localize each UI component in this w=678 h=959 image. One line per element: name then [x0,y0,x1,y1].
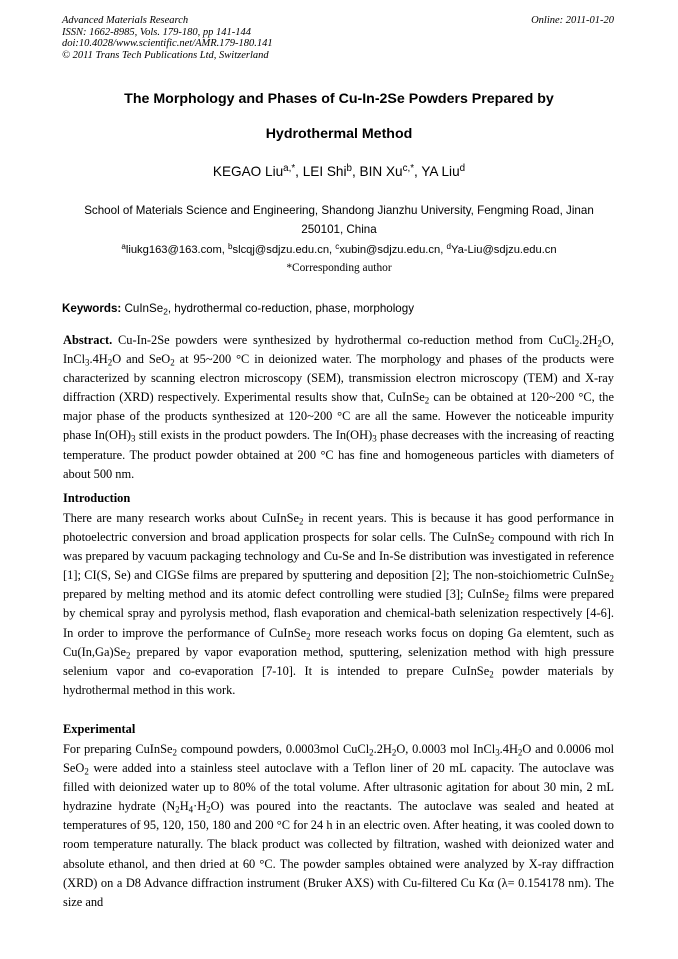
paper-title-line-1: The Morphology and Phases of Cu-In-2Se Powders Prepared by [124,91,554,107]
journal-header [62,15,273,61]
email-marker: b [228,241,233,251]
email-marker: a [121,241,126,251]
author-name: LEI Shi [302,164,347,179]
email-address[interactable]: xubin@sdjzu.edu.cn, [339,244,447,256]
online-date: Online: 2011-01-20 [531,15,614,26]
author-name: YA Liu [421,164,460,179]
keywords-label: Keywords: [62,302,122,315]
keywords: Keywords: CuInSe$_2$, hydrothermal co-reduction, phase, morphology [62,302,415,317]
journal-name: Advanced Materials Research [62,15,189,26]
experimental-body [63,740,614,912]
abstract-paragraph: Abstract. Cu-In-2Se powders were synthesized by hydrothermal co-reduction method from $CuCl_2.2H_2O$, $InCl_3.4H_2O$ and SeO$_2$ at 95~200 °C in deionized water. The morphology and phases of the products were characterized by scanning electron microscopy (SEM), transmission electron microscopy (TEM) and X-ray diffraction (XRD) respectively. Experimental results show that, CuInSe$_2$ can be obtained at 120~200 °C, the major phase of the products synthesized at 120~200 °C are all the same. However the noticeable impurity phase $In(OH)_3$ still exists in the product powders. The $In(OH)_3$ phase decreases with the increasing of reacting temperature. The product powder obtained at 200 °C has fine and homogeneous particles with diameters of about 500 nm. [63,333,615,481]
author-list [62,164,616,179]
affiliation: School of Materials Science and Engineering, Shandong Jianzhu University, Fengming Road, Jinan 250101, China [84,204,594,236]
abstract-label: Abstract. [63,333,113,347]
issn-line: ISSN: 1662-8985, Vols. 179-180, pp 141-144 [62,26,251,38]
introduction-paragraph: There are many research works about CuInSe$_2$ in recent years. This is because it has good performance in photoelectric conversion and broad application prospects for solar cells. The CuInSe$_2$ compound with rich In was prepared by vacuum packaging technology and Cu-Se and In-Se distribution was investigated in reference [1]; CI(S, Se) and CIGSe films are prepared by sputtering and deposition [2]; The non-stoichiometric CuInSe$_2$ prepared by melting method and its atomic defect controlling were studied [3]; CuInSe$_2$ films were prepared by chemical spray and pyrolysis method, flash evaporation and chemical-bath selenization respectively [4-6]. In order to improve the performance of CuInSe$_2$ more reseach works focus on doping Ga elemtent, such as $Cu(In,Ga)Se_2$ prepared by vapor evaporation method, sputtering, selenization method with high pressure selenium vapor and co-evaporation [7-10]. It is intended to prepare CuInSe$_2$ powder materials by hydrothermal method in this work. [63,511,614,697]
email-address[interactable]: Ya-Liu@sdjzu.edu.cn [450,244,557,256]
author-affil-marker: b [346,163,352,175]
corresponding-author-note: *Corresponding author [286,262,392,274]
doi-line[interactable]: doi:10.4028/www.scientific.net/AMR.179-180.141 [62,38,273,49]
author-affil-marker: a,* [283,163,296,175]
paper-title-line-2: Hydrothermal Method [265,126,413,142]
email-marker: d [446,241,451,251]
email-list [62,241,616,256]
email-address[interactable]: slcqj@sdjzu.edu.cn, [232,244,336,256]
author-name: KEGAO Liu [212,164,284,179]
copyright-line: © 2011 Trans Tech Publications Ltd, Switzerland [62,49,269,61]
author-separator: , [351,164,360,179]
email-address[interactable]: liukg163@163.com, [125,244,229,256]
section-heading-experimental: Experimental [63,722,136,736]
author-affil-marker: c,* [402,163,415,175]
author-separator: , [414,164,422,179]
abstract [63,331,614,484]
author-name: BIN Xu [359,164,403,179]
author-affil-marker: d [459,163,466,175]
experimental-paragraph: For preparing CuInSe$_2$ compound powders, 0.0003mol $CuCl_2.2H_2O$, 0.0003 mol $InCl_3.4H_2O$ and 0.0006 mol SeO$_2$ were added into a stainless steel autoclave with a Teflon liner of 20 mL capacity. The autoclave was filled with deionized water up to 80% of the total volume. After ultrasonic agitation for about 30 min, 2 mL hydrazine hydrate $(N_2H_4\cdot H_2O)$ was poured into the reactants. The autoclave was sealed and heated at temperatures of 95, 120, 150, 180 and 200 °C for 24 h in an electric oven. After heating, it was cooled down to room temperature naturally. The black product was collected by filtration, washed with deionized water and absolute ethanol, and then dried at 60 °C. The powder samples obtained were analyzed by X-ray diffraction (XRD) on a D8 Advance diffraction instrument (Bruker AXS) with Cu-filtered Cu Kα (λ= 0.154178 nm). The size and [63,742,615,909]
section-heading-introduction: Introduction [63,491,131,505]
email-marker: c [335,241,340,251]
introduction-body [63,509,614,700]
author-separator: , [295,164,303,179]
